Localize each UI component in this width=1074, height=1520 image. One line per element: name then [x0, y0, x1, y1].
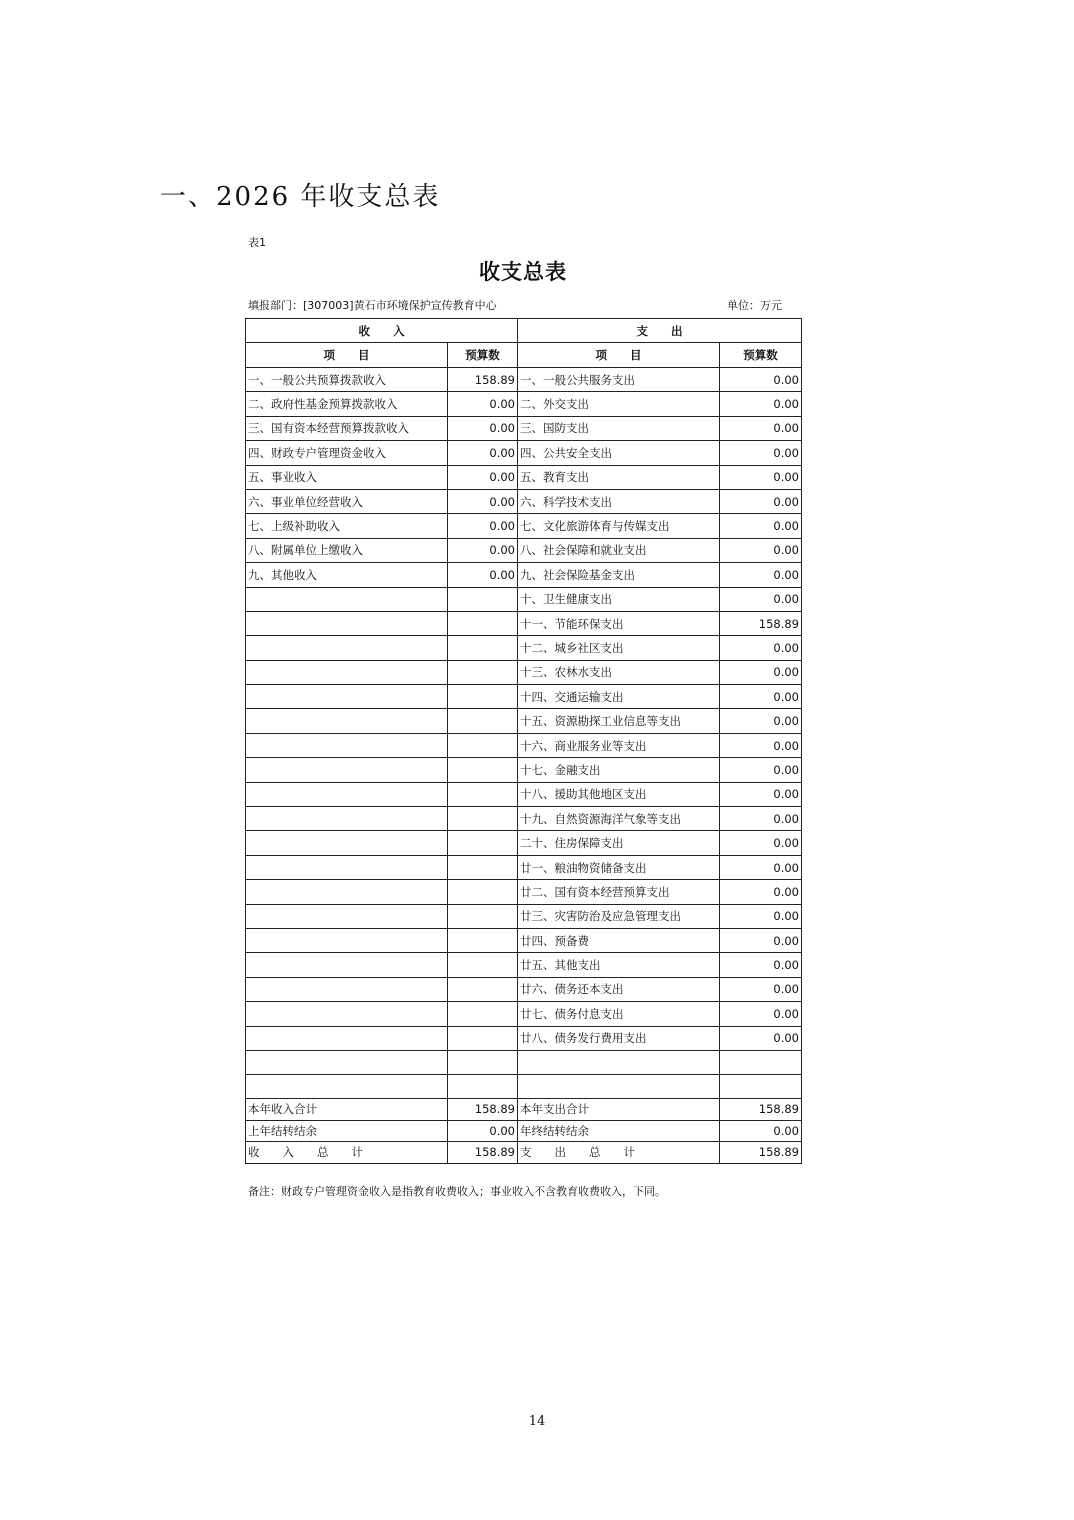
table-row	[246, 465, 802, 489]
table-row	[246, 611, 802, 635]
income-item-cell	[246, 1050, 448, 1074]
income-value-cell	[448, 928, 518, 952]
income-value-cell	[448, 587, 518, 611]
expense-item-cell: 廿二、国有资本经营预算支出	[518, 880, 720, 904]
income-value-cell	[448, 611, 518, 635]
table-note: 备注：财政专户管理资金收入是指教育收费收入；事业收入不含教育收费收入，下同。	[248, 1185, 666, 1198]
expense-section-header: 支 出	[518, 319, 802, 343]
income-item-cell: 七、上级补助收入	[246, 514, 448, 538]
expense-value-cell: 0.00	[720, 758, 802, 782]
table-row	[246, 416, 802, 440]
income-value-cell: 158.89	[448, 368, 518, 392]
income-value-cell	[448, 709, 518, 733]
expense-item-cell: 十九、自然资源海洋气象等支出	[518, 807, 720, 831]
expense-value-cell: 0.00	[720, 563, 802, 587]
expense-value-cell: 0.00	[720, 465, 802, 489]
expense-value-cell: 0.00	[720, 538, 802, 562]
expense-item-cell	[518, 1074, 720, 1098]
table-row	[246, 831, 802, 855]
expense-value-cell: 0.00	[720, 587, 802, 611]
section-title: 一、2026 年收支总表	[160, 182, 441, 212]
expense-item-cell: 廿一、粮油物资储备支出	[518, 855, 720, 879]
total-row	[246, 1142, 802, 1164]
income-value-cell: 0.00	[448, 489, 518, 513]
income-item-cell	[246, 904, 448, 928]
expense-value-cell: 0.00	[720, 636, 802, 660]
expense-item-cell: 二、外交支出	[518, 392, 720, 416]
expense-item-cell: 一、一般公共服务支出	[518, 368, 720, 392]
column-header-row	[246, 343, 802, 368]
expense-value-cell: 0.00	[720, 807, 802, 831]
income-value-cell	[448, 904, 518, 928]
income-value-cell: 0.00	[448, 392, 518, 416]
income-value-cell	[448, 880, 518, 904]
expense-value-cell: 0.00	[720, 733, 802, 757]
income-item-cell	[246, 758, 448, 782]
income-item-cell	[246, 1074, 448, 1098]
expense-value-cell: 0.00	[720, 416, 802, 440]
income-item-cell: 一、一般公共预算拨款收入	[246, 368, 448, 392]
expense-item-cell: 八、社会保障和就业支出	[518, 538, 720, 562]
expense-item-cell: 廿六、债务还本支出	[518, 977, 720, 1001]
income-value-cell	[448, 636, 518, 660]
expense-value-cell: 0.00	[720, 709, 802, 733]
expense-item-cell: 本年支出合计	[518, 1098, 720, 1120]
expense-item-cell: 十八、援助其他地区支出	[518, 782, 720, 806]
table-row	[246, 660, 802, 684]
income-value-cell: 0.00	[448, 1120, 518, 1142]
expense-item-cell: 廿五、其他支出	[518, 953, 720, 977]
income-item-cell	[246, 1002, 448, 1026]
income-item-cell	[246, 733, 448, 757]
expense-item-cell: 年终结转结余	[518, 1120, 720, 1142]
table-row	[246, 880, 802, 904]
expense-item-cell: 十二、城乡社区支出	[518, 636, 720, 660]
table-row	[246, 1026, 802, 1050]
expense-item-cell: 九、社会保险基金支出	[518, 563, 720, 587]
expense-value-cell: 0.00	[720, 514, 802, 538]
income-item-cell	[246, 611, 448, 635]
expense-budget-header: 预算数	[720, 343, 802, 368]
income-value-cell	[448, 977, 518, 1001]
expense-value-cell: 0.00	[720, 904, 802, 928]
table-row	[246, 807, 802, 831]
income-value-cell	[448, 782, 518, 806]
table-row	[246, 514, 802, 538]
expense-value-cell: 0.00	[720, 880, 802, 904]
income-item-cell: 六、事业单位经营收入	[246, 489, 448, 513]
income-item-cell	[246, 660, 448, 684]
expense-value-cell	[720, 1074, 802, 1098]
income-budget-header: 预算数	[448, 343, 518, 368]
table-number: 表1	[248, 236, 266, 249]
income-item-cell: 九、其他收入	[246, 563, 448, 587]
table-row	[246, 392, 802, 416]
expense-value-cell: 0.00	[720, 392, 802, 416]
expense-item-cell: 二十、住房保障支出	[518, 831, 720, 855]
expense-value-cell: 0.00	[720, 685, 802, 709]
expense-value-cell: 0.00	[720, 953, 802, 977]
income-item-cell	[246, 977, 448, 1001]
expense-item-header: 项 目	[518, 343, 720, 368]
unit-label: 单位：万元	[727, 299, 782, 312]
blank-row	[246, 1074, 802, 1098]
expense-value-cell	[720, 1050, 802, 1074]
expense-item-cell	[518, 1050, 720, 1074]
expense-value-cell: 0.00	[720, 489, 802, 513]
expense-item-cell: 廿四、预备费	[518, 928, 720, 952]
expense-value-cell: 158.89	[720, 611, 802, 635]
income-item-cell	[246, 831, 448, 855]
income-item-cell: 收 入 总 计	[246, 1142, 448, 1164]
expense-value-cell: 0.00	[720, 831, 802, 855]
expense-value-cell: 158.89	[720, 1098, 802, 1120]
income-item-cell: 三、国有资本经营预算拨款收入	[246, 416, 448, 440]
expense-value-cell: 0.00	[720, 782, 802, 806]
table-row	[246, 855, 802, 879]
expense-item-cell: 十三、农林水支出	[518, 660, 720, 684]
income-value-cell: 0.00	[448, 465, 518, 489]
expense-value-cell: 0.00	[720, 928, 802, 952]
income-item-cell	[246, 782, 448, 806]
table-row	[246, 489, 802, 513]
income-value-cell	[448, 685, 518, 709]
expense-item-cell: 三、国防支出	[518, 416, 720, 440]
income-item-cell	[246, 636, 448, 660]
expense-value-cell: 0.00	[720, 1002, 802, 1026]
table-row	[246, 563, 802, 587]
income-value-cell	[448, 831, 518, 855]
income-item-cell: 上年结转结余	[246, 1120, 448, 1142]
table-row	[246, 928, 802, 952]
expense-item-cell: 支 出 总 计	[518, 1142, 720, 1164]
total-row	[246, 1120, 802, 1142]
income-value-cell: 0.00	[448, 416, 518, 440]
table-row	[246, 733, 802, 757]
expense-item-cell: 廿三、灾害防治及应急管理支出	[518, 904, 720, 928]
income-item-cell: 五、事业收入	[246, 465, 448, 489]
blank-row	[246, 1050, 802, 1074]
expense-value-cell: 0.00	[720, 1120, 802, 1142]
income-value-cell: 0.00	[448, 538, 518, 562]
table-row	[246, 904, 802, 928]
table-row	[246, 368, 802, 392]
income-section-header: 收 入	[246, 319, 518, 343]
income-item-cell	[246, 855, 448, 879]
total-row	[246, 1098, 802, 1120]
income-value-cell: 158.89	[448, 1098, 518, 1120]
table-row	[246, 1002, 802, 1026]
table-row	[246, 758, 802, 782]
expense-item-cell: 六、科学技术支出	[518, 489, 720, 513]
income-item-cell: 二、政府性基金预算拨款收入	[246, 392, 448, 416]
table-title: 收支总表	[479, 260, 567, 284]
income-value-cell	[448, 1050, 518, 1074]
expense-item-cell: 廿八、债务发行费用支出	[518, 1026, 720, 1050]
table-row	[246, 953, 802, 977]
expense-value-cell: 0.00	[720, 368, 802, 392]
income-value-cell: 0.00	[448, 514, 518, 538]
expense-value-cell: 0.00	[720, 441, 802, 465]
table-row	[246, 977, 802, 1001]
income-item-cell: 本年收入合计	[246, 1098, 448, 1120]
expense-item-cell: 十六、商业服务业等支出	[518, 733, 720, 757]
income-value-cell: 0.00	[448, 563, 518, 587]
table-row	[246, 538, 802, 562]
expense-item-cell: 五、教育支出	[518, 465, 720, 489]
income-value-cell	[448, 807, 518, 831]
income-value-cell	[448, 1026, 518, 1050]
table-row	[246, 587, 802, 611]
table-row	[246, 685, 802, 709]
income-item-cell	[246, 928, 448, 952]
expense-value-cell: 0.00	[720, 660, 802, 684]
expense-item-cell: 十四、交通运输支出	[518, 685, 720, 709]
income-item-cell	[246, 953, 448, 977]
budget-table	[245, 318, 802, 1164]
expense-item-cell: 七、文化旅游体育与传媒支出	[518, 514, 720, 538]
income-item-cell	[246, 685, 448, 709]
page-number: 14	[528, 1414, 546, 1429]
table-row	[246, 709, 802, 733]
section-header-row	[246, 319, 802, 343]
expense-item-cell: 十七、金融支出	[518, 758, 720, 782]
expense-value-cell: 158.89	[720, 1142, 802, 1164]
income-item-cell	[246, 709, 448, 733]
income-item-cell	[246, 880, 448, 904]
expense-value-cell: 0.00	[720, 855, 802, 879]
expense-item-cell: 十一、节能环保支出	[518, 611, 720, 635]
reporting-department: 填报部门：[307003]黄石市环境保护宣传教育中心	[248, 299, 497, 312]
income-value-cell	[448, 953, 518, 977]
income-value-cell	[448, 1002, 518, 1026]
expense-value-cell: 0.00	[720, 1026, 802, 1050]
income-value-cell	[448, 855, 518, 879]
table-row	[246, 636, 802, 660]
income-item-cell	[246, 807, 448, 831]
income-value-cell	[448, 733, 518, 757]
income-value-cell: 158.89	[448, 1142, 518, 1164]
table-row	[246, 441, 802, 465]
expense-item-cell: 十五、资源勘探工业信息等支出	[518, 709, 720, 733]
income-item-cell: 四、财政专户管理资金收入	[246, 441, 448, 465]
income-item-cell	[246, 587, 448, 611]
income-value-cell	[448, 660, 518, 684]
expense-item-cell: 十、卫生健康支出	[518, 587, 720, 611]
expense-item-cell: 廿七、债务付息支出	[518, 1002, 720, 1026]
income-value-cell	[448, 1074, 518, 1098]
expense-item-cell: 四、公共安全支出	[518, 441, 720, 465]
income-item-cell: 八、附属单位上缴收入	[246, 538, 448, 562]
income-value-cell	[448, 758, 518, 782]
table-row	[246, 782, 802, 806]
income-item-header: 项 目	[246, 343, 448, 368]
income-value-cell: 0.00	[448, 441, 518, 465]
income-item-cell	[246, 1026, 448, 1050]
expense-value-cell: 0.00	[720, 977, 802, 1001]
